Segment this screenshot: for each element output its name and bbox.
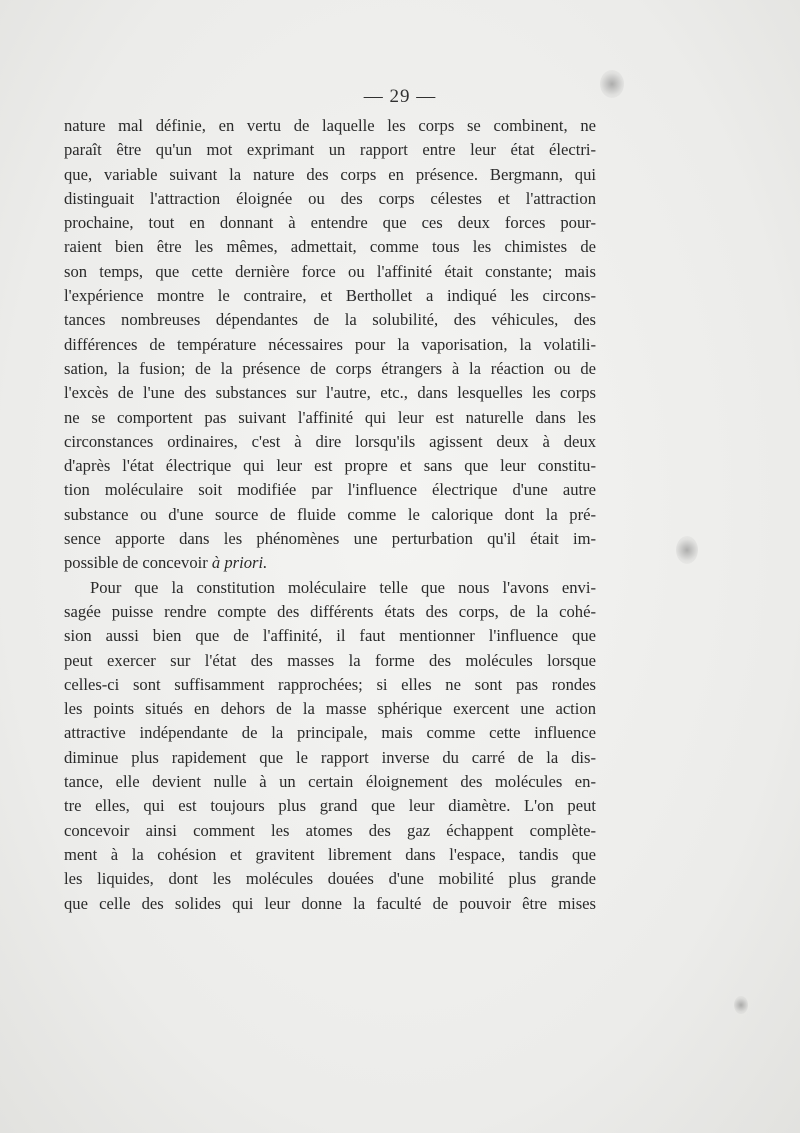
text-line: son temps, que cette dernière force ou l'affinité était constante; mais [64,261,596,281]
ink-spot [734,996,748,1014]
text-line: d'après l'état électrique qui leur est propre et sans que leur constitu- [64,456,596,476]
text-line-last [64,551,596,575]
text-line: attractive indépendante de la principale, mais comme cette influence [64,723,596,743]
text-line: raient bien être les mêmes, admettait, comme tous les chimistes de [64,237,596,257]
text-line: tance, elle devient nulle à un certain éloignement des molécules en- [64,772,596,792]
text-line: ment à la cohésion et gravitent librement dans l'espace, tandis que [64,844,596,864]
paragraph-1 [64,114,596,576]
text-line: sence apporte dans les phénomènes une perturbation qu'il était im- [64,529,596,549]
text-line: Pour que la constitution moléculaire telle que nous l'avons envi- [90,577,596,597]
text-line: tion moléculaire soit modifiée par l'influence électrique d'une autre [64,480,596,500]
text-line: sation, la fusion; de la présence de corps étrangers à la réaction ou de [64,358,596,378]
text-line: sion aussi bien que de l'affinité, il faut mentionner l'influence que [64,626,596,646]
italic-phrase: à priori. [211,553,268,573]
text-line: paraît être qu'un mot exprimant un rapport entre leur état électri- [64,140,596,160]
text-line: diminue plus rapidement que le rapport inverse du carré de la dis- [64,747,596,767]
text-line: circonstances ordinaires, c'est à dire lorsqu'ils agissent deux à deux [64,431,596,451]
text-line: ne se comportent pas suivant l'affinité qui leur est naturelle dans les [64,407,596,427]
text-line-prefix: possible de concevoir [64,553,212,573]
text-line: l'excès de l'une des substances sur l'autre, etc., dans lesquelles les corps [64,383,596,403]
text-line: que, variable suivant la nature des corps en présence. Bergmann, qui [64,164,596,184]
text-line: sagée puisse rendre compte des différents états des corps, de la cohé- [64,601,596,621]
text-line: l'expérience montre le contraire, et Berthollet a indiqué les circons- [64,286,596,306]
text-line: peut exercer sur l'état des masses la forme des molécules lorsque [64,650,596,670]
text-line: nature mal définie, en vertu de laquelle les corps se combinent, ne [64,116,596,135]
text-line: tances nombreuses dépendantes de la solubilité, des véhicules, des [64,310,596,330]
text-line: prochaine, tout en donnant à entendre que ces deux forces pour- [64,213,596,233]
ink-spot [676,536,698,564]
text-line: tre elles, qui est toujours plus grand que leur diamètre. L'on peut [64,796,596,816]
text-line: celles-ci sont suffisamment rapprochées; si elles ne sont pas rondes [64,674,596,694]
text-line: concevoir ainsi comment les atomes des gaz échappent complète- [64,820,596,840]
text-line: distinguait l'attraction éloignée ou des corps célestes et l'attraction [64,188,596,208]
paragraph-2 [64,576,596,916]
text-line: les points situés en dehors de la masse sphérique exercent une action [64,699,596,719]
body-text [64,114,596,916]
text-line: substance ou d'une source de fluide comme le calorique dont la pré- [64,504,596,524]
text-line: différences de température nécessaires pour la vaporisation, la volatili- [64,334,596,354]
text-line: les liquides, dont les molécules douées d'une mobilité plus grande [64,869,596,889]
page-number: — 29 — [363,86,437,107]
text-line: que celle des solides qui leur donne la faculté de pouvoir être mises [64,893,596,913]
